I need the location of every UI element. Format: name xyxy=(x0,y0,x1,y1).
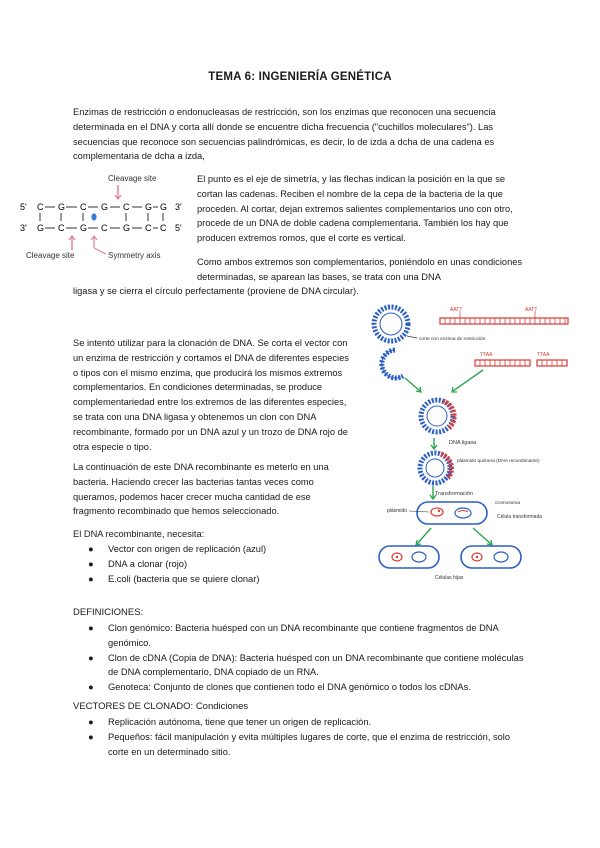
transformed-cell-label: Célula transformada xyxy=(497,514,543,520)
bullet: ● xyxy=(88,573,94,584)
list-item: ● Vector con origen de replicación (azul) xyxy=(108,542,368,557)
page-title: TEMA 6: INGENIERÍA GENÉTICA xyxy=(208,71,392,83)
strand-top-5prime: 5' xyxy=(20,202,27,212)
vectors-list xyxy=(88,715,528,759)
list-item: ● Clon genómico: Bacteria huésped con un DNA recombinante que contiene fragmentos de DNA genómico. xyxy=(88,623,499,648)
ligase-label: DNA ligasa xyxy=(449,440,477,446)
bullet: ● xyxy=(88,682,94,693)
donor-dna-strand xyxy=(440,318,568,324)
base: C xyxy=(37,202,44,212)
top-strand xyxy=(20,202,182,212)
strand-bottom-5prime: 5' xyxy=(175,223,182,233)
complementary-paragraph-a: Como ambos extremos son complementarios, poniéndolo en unas condiciones determinadas, se aparean las bases, se trata con una DNA xyxy=(197,257,523,282)
base: C xyxy=(160,223,167,233)
base: C xyxy=(101,223,108,233)
base: G xyxy=(160,202,168,212)
needs-heading: El DNA recombinante, necesita: xyxy=(73,529,205,539)
definitions-list xyxy=(88,621,528,695)
base: C xyxy=(145,223,152,233)
flow-arrow xyxy=(417,528,431,544)
bullet: ● xyxy=(88,652,94,663)
cleavage-site-bottom-label: Cleavage site xyxy=(26,251,75,260)
cleavage-site-top-label: Cleavage site xyxy=(108,174,157,183)
bullet: ● xyxy=(88,558,94,569)
bullet: ● xyxy=(88,544,94,554)
base: G xyxy=(123,223,131,233)
cut-donor-fragment xyxy=(475,360,567,366)
vectors-heading: VECTORES DE CLONADO: Condiciones xyxy=(73,701,249,712)
recombinant-plasmid xyxy=(421,400,453,432)
list-item: ● Pequeños: fácil manipulación y evita múltiples lugares de corte, que el enzima de restricción, solo corte en un determinado sitio. xyxy=(88,731,511,757)
list-item: ● DNA a clonar (rojo) xyxy=(108,557,368,572)
chimera-label: plásmido quimera (DNA recombinante) xyxy=(457,459,540,464)
bullet: ● xyxy=(88,717,94,727)
list-item: ● E.coli (bacteria que se quiere clonar) xyxy=(108,572,368,587)
base: G xyxy=(58,202,66,212)
list-item: ● Replicación autónoma, tiene que tener un origen de replicación. xyxy=(108,715,528,730)
daughter-cell xyxy=(461,546,521,568)
flow-arrow xyxy=(405,378,420,391)
daughter-cell xyxy=(379,546,439,568)
base: C xyxy=(123,202,130,212)
sticky-end-label: TTAA xyxy=(537,352,550,358)
list-item: ● Genoteca: Conjunto de clones que contienen todo el DNA genómico o todos los cDNAs. xyxy=(108,680,528,695)
flow-arrow xyxy=(453,370,483,391)
transformation-label: Transformación xyxy=(435,491,474,497)
strand-top-3prime: 3' xyxy=(175,202,182,212)
plasmid-label: plásmido xyxy=(387,508,408,514)
opened-vector xyxy=(382,350,403,378)
base: G xyxy=(37,223,45,233)
definitions-heading: DEFINICIONES: xyxy=(73,607,144,618)
base: G xyxy=(101,202,109,212)
cloning-paragraph: Se intentó utilizar para la clonación de DNA. Se corta el vector con un enzima de restricción y cortamos el DNA de diferentes especies o tipos con el mismo enzima, que producirá los mismos extremos complementarios. En condiciones determinadas, se produce complementariedad entre los extremos de las diferentes especies, se trata con una DNA ligasa y obtenemos un clon con DNA recombinante, formado por un DNA azul y un trozo de DNA rojo de otra especie o tipo. xyxy=(73,338,349,452)
bottom-strand xyxy=(20,223,182,233)
bullet: ● xyxy=(88,623,94,633)
strand-bottom-3prime: 3' xyxy=(20,223,27,233)
base: C xyxy=(58,223,65,233)
daughter-cells-label: Células hijas xyxy=(435,575,464,581)
complementary-paragraph-b: ligasa y se cierra el círculo perfectamente (proviene de DNA circular). xyxy=(73,286,359,296)
chimera-plasmid xyxy=(420,453,450,483)
sticky-end-label: AATT xyxy=(525,307,538,313)
flow-arrow xyxy=(473,528,491,544)
needs-list xyxy=(88,542,368,586)
symmetry-axis-label: Symmetry axis xyxy=(108,251,161,260)
vector-cut-label: corte con enzima de restricción xyxy=(419,337,486,342)
base: G xyxy=(80,223,88,233)
vector-plasmid-circle xyxy=(374,307,408,341)
bullet: ● xyxy=(88,731,94,742)
cloning-process-figure xyxy=(365,296,580,584)
base: G xyxy=(145,202,153,212)
sticky-end-label: TTAA xyxy=(480,352,493,358)
sticky-end-label: AATT xyxy=(450,307,463,313)
base-pair-rungs xyxy=(40,213,163,221)
intro-paragraph: Enzimas de restricción o endonucleasas de restricción, son los enzimas que reconocen una secuencia determinada en el DNA y corta allí donde se encuentre dicha frecuencia ("cuchillos moleculares"). Las secuencias que reconoce son secuencias palindrómicas, es decir, lo de izda a dcha de una cadena es complementaria de dcha a izda, xyxy=(73,107,496,162)
restriction-site-figure xyxy=(20,168,200,268)
transformed-cell xyxy=(417,502,487,524)
recombinant-paragraph: La continuación de este DNA recombinante es meterlo en una bacteria. Haciendo crecer las bacterias tantas veces como queramos, podemos hacer crecer mucha cantidad de ese fragmento recombinado que hemos seleccionado. xyxy=(73,462,329,517)
list-item: ● Clon de cDNA (Copia de DNA): Bacteria huésped con un DNA recombinante que contiene moléculas de DNA complementario, DNA copiado de un RNA. xyxy=(88,652,524,678)
base: C xyxy=(80,202,87,212)
chromosome-label: cromosoma xyxy=(495,501,521,506)
symmetry-paragraph: El punto es el eje de simetría, y las flechas indican la posición en la que se cortan las cadenas. Reciben el nombre de la cepa de la bacteria de la que proceden. Al cortar, dejan extremos salientes complementarios uno con otro, procede de un DNA de doble cadena complementaria. También los hay que producen extremos romos, que el corte es vertical. xyxy=(197,174,513,244)
symmetry-axis-dot xyxy=(91,213,96,220)
